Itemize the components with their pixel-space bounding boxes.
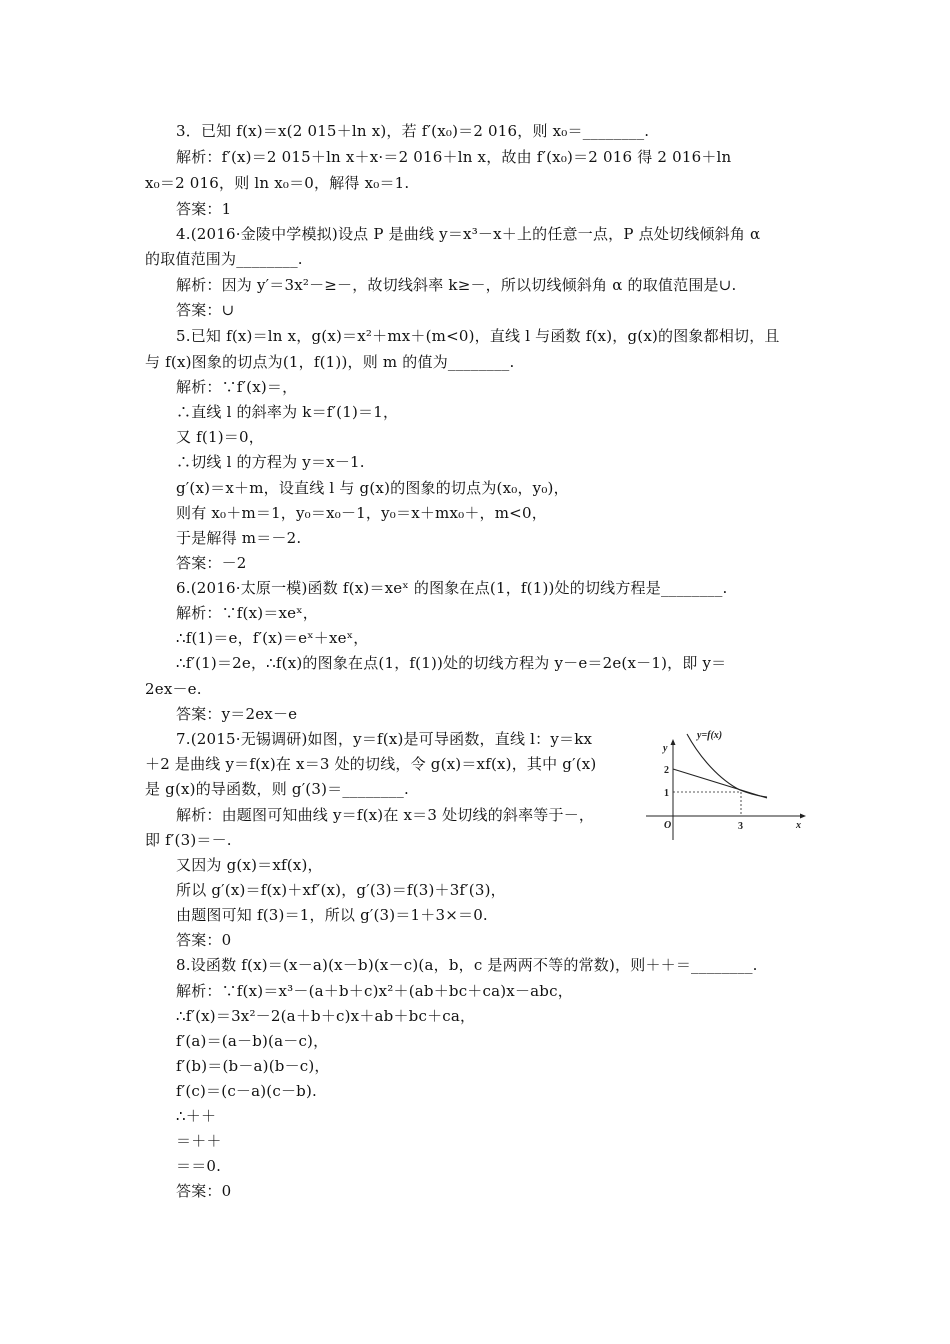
solution-8-line-1: 解析：∵f(x)＝x³－(a＋b＋c)x²＋(ab＋bc＋ca)x－abc，	[176, 982, 573, 1000]
solution-8-line-3: f′(a)＝(a－b)(a－c)，	[176, 1032, 329, 1050]
answer-4: 答案：∪	[176, 301, 235, 319]
problem-7-line-2: ＋2 是曲线 y＝f(x)在 x＝3 处的切线，令 g(x)＝xf(x)，其中 g′(x)	[145, 755, 597, 773]
problem-6: 6.(2016·太原一模)函数 f(x)＝xeˣ 的图象在点(1，f(1))处的切线方程是________.	[176, 579, 728, 597]
answer-8: 答案：0	[176, 1182, 232, 1200]
solution-6-line-1: 解析：∵f(x)＝xeˣ，	[176, 604, 319, 622]
solution-5-line-3: 又 f(1)＝0，	[176, 428, 264, 446]
curve-f	[687, 734, 767, 797]
solution-5-line-1: 解析：∵f′(x)＝，	[176, 378, 298, 396]
problem-4-line-2: 的取值范围为________.	[145, 250, 303, 268]
curve-label: y=f(x)	[697, 730, 723, 741]
problem-3: 3．已知 f(x)＝x(2 015＋ln x)，若 f′(x₀)＝2 016，则 x₀＝________.	[176, 122, 650, 140]
solution-5-line-7: 于是解得 m＝－2.	[176, 529, 302, 547]
solution-7-line-1: 解析：由题图可知曲线 y＝f(x)在 x＝3 处切线的斜率等于－，	[176, 806, 595, 824]
solution-8-line-5: f′(c)＝(c－a)(c－b).	[176, 1082, 317, 1100]
problem-7-line-1: 7.(2015·无锡调研)如图，y＝f(x)是可导函数，直线 l：y＝kx	[176, 730, 593, 748]
solution-7-line-3: 又因为 g(x)＝xf(x)，	[176, 856, 323, 874]
y-axis-label: y	[663, 743, 668, 754]
tangent-figure-svg	[640, 728, 816, 846]
tangent-line	[673, 769, 767, 798]
solution-7-line-2: 即 f′(3)＝－.	[145, 831, 232, 849]
solution-8-line-6: ∴＋＋	[176, 1107, 217, 1125]
solution-8-line-7: ＝＋＋	[176, 1132, 222, 1150]
tangent-figure	[640, 728, 816, 846]
solution-8-line-2: ∴f′(x)＝3x²－2(a＋b＋c)x＋ab＋bc＋ca，	[176, 1007, 476, 1025]
answer-7: 答案：0	[176, 931, 232, 949]
solution-6-line-4: 2ex－e.	[145, 680, 202, 698]
origin-label: O	[664, 820, 672, 831]
solution-5-line-5: g′(x)＝x＋m，设直线 l 与 g(x)的图象的切点为(x₀，y₀)，	[176, 479, 569, 497]
problem-7-line-3: 是 g(x)的导函数，则 g′(3)＝________.	[145, 780, 409, 798]
solution-5-line-6: 则有 x₀＋m＝1，y₀＝x₀－1，y₀＝x＋mx₀＋，m<0，	[176, 504, 547, 522]
answer-5: 答案：－2	[176, 554, 247, 572]
solution-3-line-2: x₀＝2 016，则 ln x₀＝0，解得 x₀＝1.	[145, 174, 410, 192]
problem-5-line-2: 与 f(x)图象的切点为(1，f(1))，则 m 的值为________.	[145, 353, 515, 371]
x-tick-3: 3	[738, 821, 743, 832]
x-axis-arrow	[800, 814, 806, 819]
y-tick-2: 2	[664, 765, 669, 776]
solution-6-line-2: ∴f(1)＝e，f′(x)＝eˣ＋xeˣ，	[176, 629, 369, 647]
y-axis-arrow	[671, 739, 676, 745]
problem-8: 8.设函数 f(x)＝(x－a)(x－b)(x－c)(a，b，c 是两两不等的常数)，则＋＋＝________.	[176, 956, 758, 974]
solution-7-line-4: 所以 g′(x)＝f(x)＋xf′(x)，g′(3)＝f(3)＋3f′(3)，	[176, 881, 506, 899]
solution-8-line-4: f′(b)＝(b－a)(b－c)，	[176, 1057, 330, 1075]
x-axis-label: x	[796, 820, 801, 831]
problem-5-line-1: 5.已知 f(x)＝ln x，g(x)＝x²＋mx＋(m<0)，直线 l 与函数 f(x)，g(x)的图象都相切，且	[176, 327, 780, 345]
solution-6-line-3: ∴f′(1)＝2e，∴f(x)的图象在点(1，f(1))处的切线方程为 y－e＝2e(x－1)，即 y＝	[176, 654, 727, 672]
answer-6: 答案：y＝2ex－e	[176, 705, 298, 723]
solution-5-line-4: ∴切线 l 的方程为 y＝x－1.	[176, 453, 365, 471]
solution-5-line-2: ∴直线 l 的斜率为 k＝f′(1)＝1，	[176, 403, 399, 421]
y-tick-1: 1	[664, 788, 669, 799]
problem-4-line-1: 4.(2016·金陵中学模拟)设点 P 是曲线 y＝x³－x＋上的任意一点，P 点处切线倾斜角 α	[176, 225, 761, 243]
solution-7-line-5: 由题图可知 f(3)＝1，所以 g′(3)＝1＋3×＝0.	[176, 906, 488, 924]
solution-4: 解析：因为 y′＝3x²－≥－，故切线斜率 k≥－，所以切线倾斜角 α 的取值范围是∪.	[176, 276, 737, 294]
solution-3-line-1: 解析：f′(x)＝2 015＋ln x＋x·＝2 016＋ln x，故由 f′(x₀)＝2 016 得 2 016＋ln	[176, 148, 732, 166]
answer-3: 答案：1	[176, 200, 232, 218]
solution-8-line-8: ＝＝0.	[176, 1157, 222, 1175]
